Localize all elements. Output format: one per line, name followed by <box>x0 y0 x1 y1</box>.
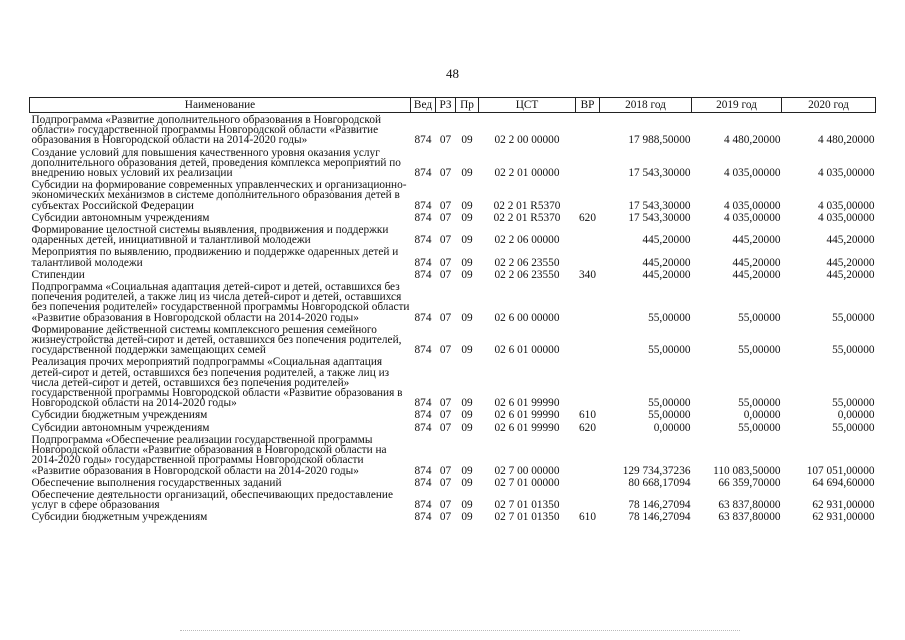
table-body <box>30 113 876 523</box>
row-ved: 874 <box>414 344 432 356</box>
row-vr <box>576 146 600 179</box>
row-ved: 874 <box>414 134 432 146</box>
row-ved: 874 <box>414 421 432 433</box>
row-2020: 64 694,60000 <box>812 476 875 488</box>
row-cst: 02 2 01 R5370 <box>493 199 561 211</box>
row-rz: 07 <box>439 499 452 511</box>
row-cst: 02 2 01 R5370 <box>493 211 561 224</box>
scan-artifact <box>180 630 740 633</box>
row-2018: 0,00000 <box>653 421 691 433</box>
row-name: Формирование целостной системы выявления, продвижения и поддержки одаренных детей, инициативной и талантливой молодежи <box>31 224 389 246</box>
row-2020: 4 035,00000 <box>818 167 875 179</box>
row-pr: 09 <box>461 421 473 433</box>
table-row <box>30 223 876 245</box>
row-pr: 09 <box>461 199 473 211</box>
row-cst: 02 7 01 01350 <box>494 499 560 511</box>
table-row <box>30 146 876 179</box>
row-2019: 0,00000 <box>743 409 781 421</box>
row-cst: 02 2 01 00000 <box>494 167 560 179</box>
row-2020: 445,20000 <box>826 256 875 268</box>
row-pr: 09 <box>461 167 473 179</box>
row-2018: 17 543,30000 <box>628 199 691 211</box>
row-cst: 02 2 06 00000 <box>494 234 560 246</box>
row-vr: 610 <box>579 409 596 421</box>
row-pr: 09 <box>461 397 473 409</box>
row-2018: 445,20000 <box>642 234 691 246</box>
row-rz: 07 <box>439 268 452 281</box>
row-vr <box>576 245 600 267</box>
row-rz: 07 <box>439 421 452 433</box>
row-ved: 874 <box>414 511 432 523</box>
row-name: Субсидии автономным учреждениям <box>31 211 210 224</box>
row-rz: 07 <box>439 211 452 224</box>
row-2019: 55,00000 <box>738 311 781 323</box>
row-name: Создание условий для повышения качественного уровня оказания услуг дополнительного образования детей, проведения комплекса мероприятий по внедрению новых условий их реализации <box>31 146 401 179</box>
header-name: Наименование <box>30 98 411 113</box>
row-ved: 874 <box>414 268 432 281</box>
row-2018: 55,00000 <box>648 344 691 356</box>
row-vr: 620 <box>579 421 596 433</box>
row-cst: 02 6 01 99990 <box>494 409 560 421</box>
table-row <box>30 421 876 433</box>
table-row <box>30 355 876 408</box>
row-rz: 07 <box>439 167 452 179</box>
row-pr: 09 <box>461 211 473 224</box>
row-2020: 0,00000 <box>837 409 875 421</box>
row-name: Субсидии на формирование современных управленческих и организационно-экономических механизмов в системе дополнительного образования детей в субъектах Российской Федерации <box>31 179 407 211</box>
row-rz: 07 <box>439 344 452 356</box>
row-ved: 874 <box>414 256 432 268</box>
table-row <box>30 113 876 146</box>
table-row <box>30 178 876 211</box>
row-ved: 874 <box>414 476 432 488</box>
row-pr: 09 <box>461 409 473 421</box>
row-2018: 78 146,27094 <box>628 511 691 523</box>
row-vr: 340 <box>579 268 596 281</box>
row-2020: 4 035,00000 <box>818 199 875 211</box>
row-name: Обеспечение выполнения государственных заданий <box>31 476 282 488</box>
row-2018: 129 734,37236 <box>622 464 691 476</box>
table-row <box>30 488 876 510</box>
row-cst: 02 7 01 01350 <box>494 511 560 523</box>
row-cst: 02 7 00 00000 <box>494 464 560 476</box>
row-pr: 09 <box>461 476 473 488</box>
table-row <box>30 323 876 356</box>
header-ved: Вед <box>411 98 436 113</box>
row-2018: 445,20000 <box>642 256 691 268</box>
row-vr <box>576 280 600 323</box>
row-cst: 02 6 01 99990 <box>494 421 560 433</box>
row-2018: 17 543,30000 <box>628 167 691 179</box>
row-name: Подпрограмма «Обеспечение реализации государственной программы Новгородской области «Развитие образования в Новгородской области на 2014-2020 годы» государственной программы Новгородской области «Развитие образования в Новгородской области на 2014-2020 годы» <box>31 433 387 476</box>
table-row <box>30 268 876 280</box>
row-vr <box>576 178 600 211</box>
row-name: Мероприятия по выявлению, продвижению и поддержке одаренных детей и талантливой молодежи <box>31 246 399 268</box>
budget-table <box>29 97 876 523</box>
row-rz: 07 <box>439 464 452 476</box>
row-pr: 09 <box>461 256 473 268</box>
row-cst: 02 2 06 23550 <box>494 268 560 281</box>
row-ved: 874 <box>414 199 432 211</box>
row-ved: 874 <box>414 409 432 421</box>
header-pr: Пр <box>456 98 479 113</box>
row-ved: 874 <box>414 464 432 476</box>
row-rz: 07 <box>439 134 452 146</box>
header-rz: РЗ <box>436 98 456 113</box>
row-vr <box>576 476 600 488</box>
table-row <box>30 280 876 323</box>
row-pr: 09 <box>461 234 473 246</box>
row-2019: 55,00000 <box>738 344 781 356</box>
table-row <box>30 211 876 223</box>
row-vr: 610 <box>579 511 596 523</box>
row-cst: 02 7 01 00000 <box>494 476 560 488</box>
row-name: Формирование действенной системы комплексного решения семейного жизнеустройства детей-сирот и детей, оставшихся без попечения родителей, государственной поддержки замещающих семей <box>31 323 402 356</box>
row-2019: 4 480,20000 <box>724 134 781 146</box>
row-2020: 445,20000 <box>826 268 875 281</box>
row-rz: 07 <box>439 511 452 523</box>
row-name: Стипендии <box>31 268 85 281</box>
row-vr <box>576 113 600 146</box>
row-vr <box>576 488 600 510</box>
row-ved: 874 <box>414 167 432 179</box>
row-2018: 55,00000 <box>648 311 691 323</box>
row-2020: 445,20000 <box>826 234 875 246</box>
row-vr: 620 <box>579 211 596 224</box>
table-row <box>30 510 876 522</box>
row-pr: 09 <box>461 464 473 476</box>
row-name: Обеспечение деятельности организаций, обеспечивающих предоставление услуг в сфере образования <box>31 488 393 511</box>
header-2018: 2018 год <box>600 98 692 113</box>
row-ved: 874 <box>414 499 432 511</box>
row-2019: 445,20000 <box>732 268 781 281</box>
row-2019: 4 035,00000 <box>724 211 781 224</box>
row-ved: 874 <box>414 211 432 224</box>
row-ved: 874 <box>414 311 432 323</box>
row-2020: 107 051,00000 <box>806 464 875 476</box>
row-2018: 55,00000 <box>648 409 691 421</box>
row-2018: 55,00000 <box>648 397 691 409</box>
row-name: Субсидии автономным учреждениям <box>31 421 210 433</box>
row-2019: 445,20000 <box>732 234 781 246</box>
row-2019: 55,00000 <box>738 421 781 433</box>
header-2019: 2019 год <box>692 98 782 113</box>
header-2020: 2020 год <box>782 98 876 113</box>
row-pr: 09 <box>461 499 473 511</box>
row-vr <box>576 355 600 408</box>
row-2018: 17 988,50000 <box>628 134 691 146</box>
row-name: Субсидии бюджетным учреждениям <box>31 511 208 523</box>
row-2020: 62 931,00000 <box>812 499 875 511</box>
row-pr: 09 <box>461 134 473 146</box>
row-2020: 55,00000 <box>832 397 875 409</box>
page-number: 48 <box>446 66 459 81</box>
row-cst: 02 6 01 00000 <box>494 344 560 356</box>
row-2020: 55,00000 <box>832 311 875 323</box>
table-header-row <box>30 98 876 113</box>
row-cst: 02 6 00 00000 <box>494 311 560 323</box>
row-rz: 07 <box>439 476 452 488</box>
row-ved: 874 <box>414 234 432 246</box>
row-pr: 09 <box>461 511 473 523</box>
row-2020: 4 035,00000 <box>818 211 875 224</box>
row-pr: 09 <box>461 344 473 356</box>
row-2019: 4 035,00000 <box>724 199 781 211</box>
header-vr: ВР <box>576 98 600 113</box>
row-vr <box>576 223 600 245</box>
row-2019: 4 035,00000 <box>724 167 781 179</box>
row-pr: 09 <box>461 268 473 281</box>
row-cst: 02 2 00 00000 <box>494 134 560 146</box>
row-ved: 874 <box>414 397 432 409</box>
table-row <box>30 408 876 420</box>
row-cst: 02 6 01 99990 <box>494 397 560 409</box>
header-cst: ЦСТ <box>479 98 576 113</box>
table-row <box>30 245 876 267</box>
row-2020: 55,00000 <box>832 344 875 356</box>
row-name: Подпрограмма «Развитие дополнительного образования в Новгородской области» государственной программы Новгородской области «Развитие образования в Новгородской области на 2014-2020 годы» <box>31 114 382 146</box>
table-row <box>30 433 876 476</box>
table-row <box>30 476 876 488</box>
row-2018: 80 668,17094 <box>628 476 691 488</box>
row-rz: 07 <box>439 311 452 323</box>
row-2019: 55,00000 <box>738 397 781 409</box>
row-cst: 02 2 06 23550 <box>494 256 560 268</box>
row-2019: 110 083,50000 <box>713 464 781 476</box>
row-2018: 78 146,27094 <box>628 499 691 511</box>
row-rz: 07 <box>439 256 452 268</box>
row-name: Субсидии бюджетным учреждениям <box>31 409 208 421</box>
row-2018: 445,20000 <box>642 268 691 281</box>
row-2018: 17 543,30000 <box>628 211 691 224</box>
row-2020: 4 480,20000 <box>818 134 875 146</box>
row-name: Реализация прочих мероприятий подпрограммы «Социальная адаптация детей-сирот и детей, оставшихся без попечения родителей, а также лиц из числа детей-сирот и детей, оставшихся без попечения родителей» государственной программы Новгородской области «Развитие образования в Новгородской области на 2014-2020 годы» <box>31 356 403 409</box>
row-2019: 63 837,80000 <box>718 499 781 511</box>
row-name: Подпрограмма «Социальная адаптация детей-сирот и детей, оставшихся без попечения родителей, а также лиц из числа детей-сирот и детей, оставшихся без попечения родителей» государственной программы Новгородской области «Развитие образования в Новгородской области на 2014-2020 годы» <box>31 281 410 323</box>
row-2019: 63 837,80000 <box>718 511 781 523</box>
row-rz: 07 <box>439 199 452 211</box>
row-2020: 62 931,00000 <box>812 511 875 523</box>
row-rz: 07 <box>439 234 452 246</box>
row-2019: 66 359,70000 <box>718 476 781 488</box>
row-vr <box>576 323 600 356</box>
row-vr <box>576 433 600 476</box>
row-2020: 55,00000 <box>832 421 875 433</box>
row-2019: 445,20000 <box>732 256 781 268</box>
row-rz: 07 <box>439 409 452 421</box>
row-pr: 09 <box>461 311 473 323</box>
row-rz: 07 <box>439 397 452 409</box>
